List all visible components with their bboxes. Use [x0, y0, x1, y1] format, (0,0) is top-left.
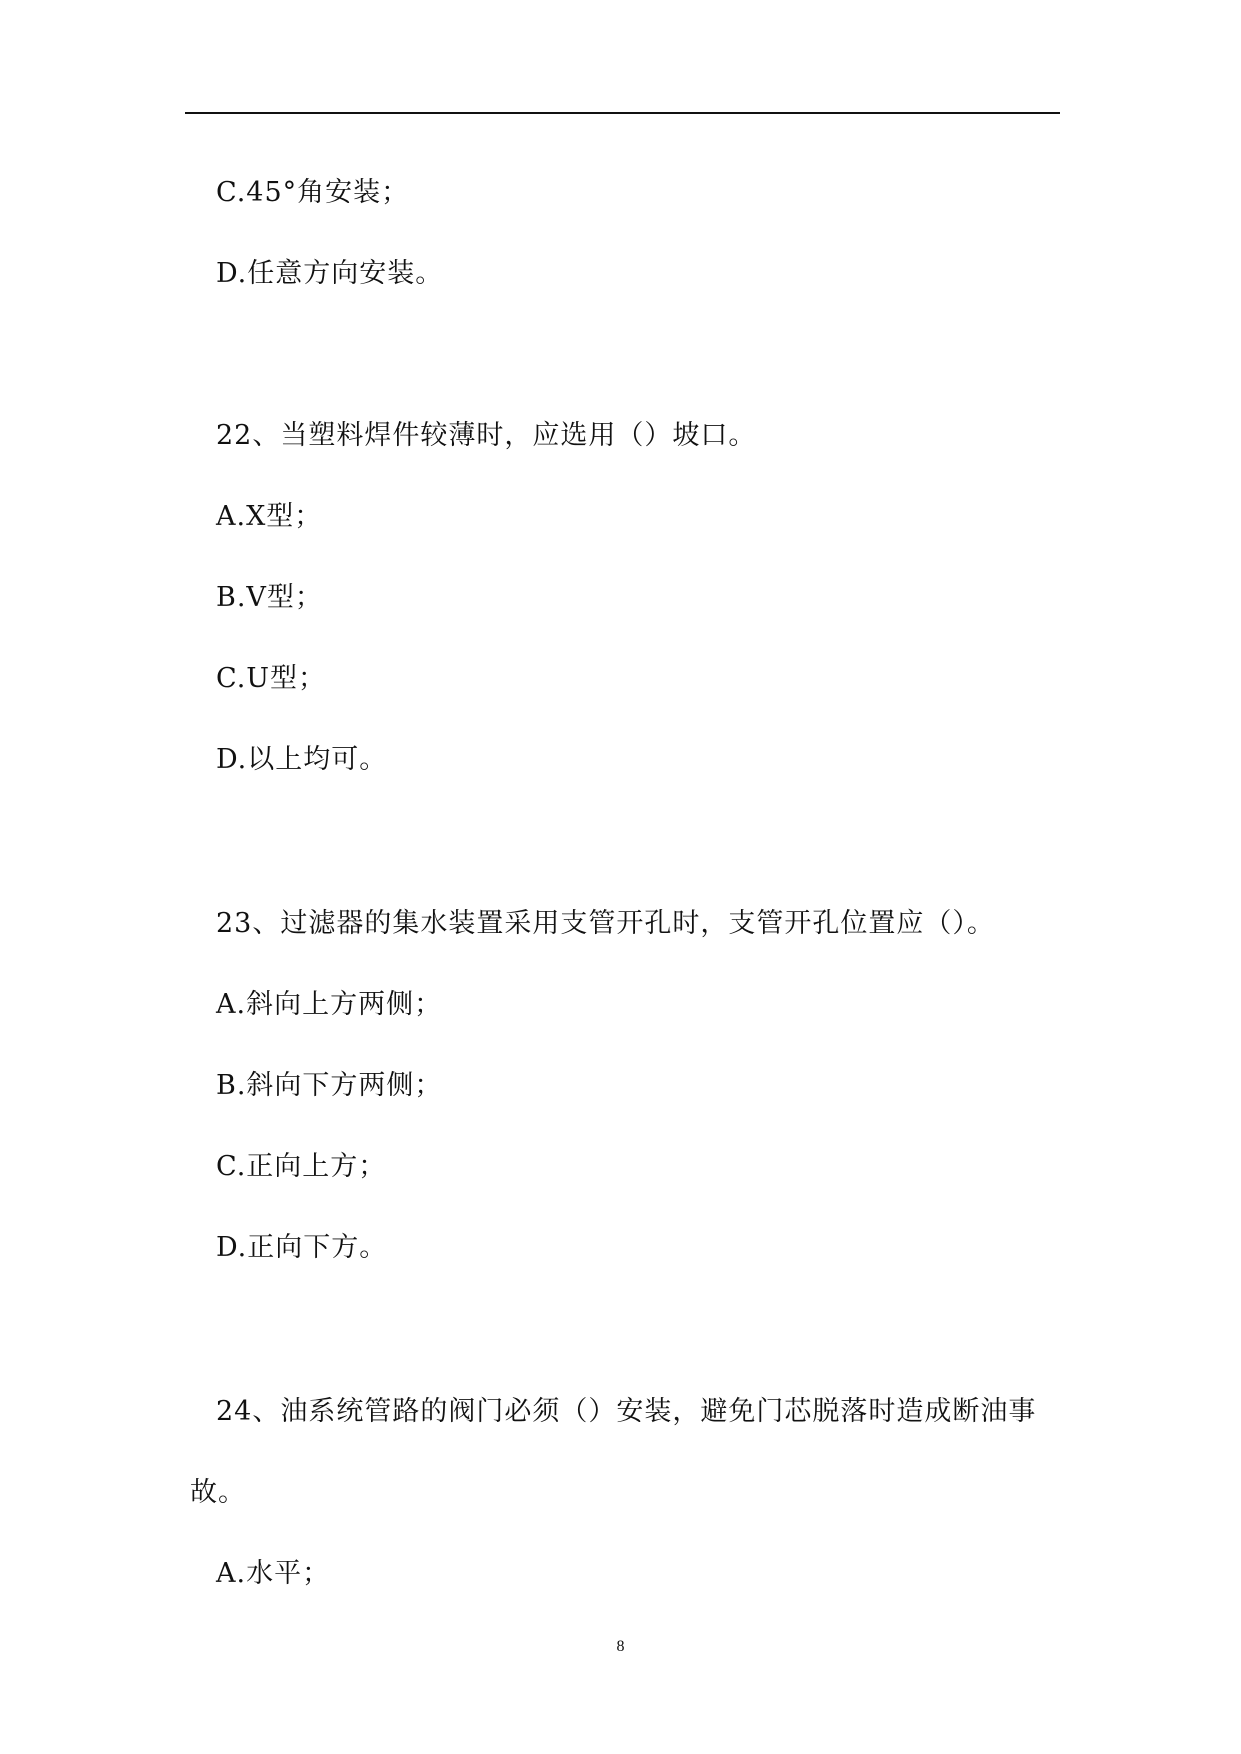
- question-22-text: 22、当塑料焊件较薄时，应选用（）坡口。: [216, 420, 757, 451]
- option-b: B.斜向下方两侧；: [216, 1070, 443, 1101]
- option-c: C.正向上方；: [216, 1151, 387, 1182]
- option-d: D.任意方向安装。: [216, 258, 444, 289]
- option-b: B.V型；: [216, 582, 323, 613]
- question-24-text: 24、油系统管路的阀门必须（）安装，避免门芯脱落时造成断油事: [216, 1396, 1037, 1427]
- option-a: A.水平；: [216, 1558, 331, 1589]
- header-rule: [185, 112, 1060, 114]
- option-d: D.以上均可。: [216, 744, 388, 775]
- option-c: C.U型；: [216, 663, 327, 694]
- option-a: A.X型；: [216, 501, 323, 532]
- page-number: 8: [616, 1638, 625, 1655]
- option-d: D.正向下方。: [216, 1232, 388, 1263]
- question-24-text-continued: 故。: [190, 1477, 246, 1508]
- option-c: C.45°角安装；: [216, 177, 410, 208]
- question-23-text: 23、过滤器的集水装置采用支管开孔时，支管开孔位置应（）。: [216, 908, 995, 939]
- option-a: A.斜向上方两侧；: [216, 989, 443, 1020]
